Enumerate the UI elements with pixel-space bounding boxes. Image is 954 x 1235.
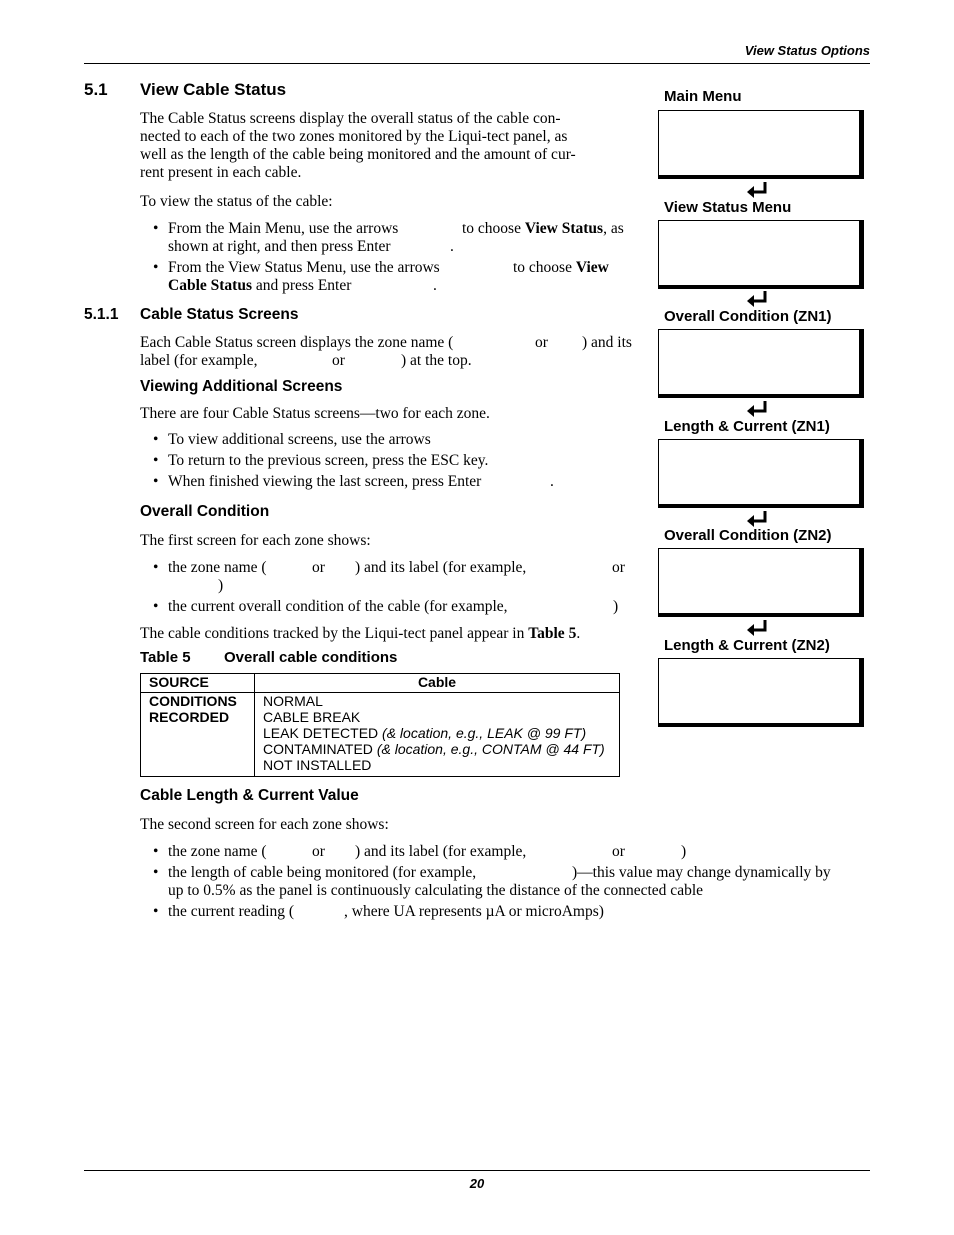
screen-label-overall-zn2: Overall Condition (ZN2) bbox=[664, 527, 832, 544]
intro-line: The Cable Status screens display the overall status of the cable con- bbox=[140, 110, 561, 127]
table-row bbox=[141, 693, 620, 777]
lcd-screen-main-menu bbox=[658, 110, 864, 179]
tracked-paragraph: The cable conditions tracked by the Liqui-tect panel appear in Table 5. bbox=[140, 625, 581, 642]
table-header-row bbox=[141, 674, 620, 693]
list-item-continuation: Cable Status and press Enter bbox=[168, 277, 352, 294]
lcd-screen-length-zn1 bbox=[658, 439, 864, 508]
list-item-continuation: shown at right, and then press Enter bbox=[168, 238, 391, 255]
table-caption-title: Overall cable conditions bbox=[224, 649, 398, 666]
length-paragraph: The second screen for each zone shows: bbox=[140, 816, 389, 833]
screen-label-length-zn1: Length & Current (ZN1) bbox=[664, 418, 830, 435]
intro-line: rent present in each cable. bbox=[140, 164, 302, 181]
list-item-end: . bbox=[450, 238, 454, 255]
additional-paragraph: There are four Cable Status screens—two for each zone. bbox=[140, 405, 490, 422]
lcd-screen-overall-zn2 bbox=[658, 548, 864, 617]
section-number: 5.1 bbox=[84, 80, 108, 99]
intro-line: nected to each of the two zones monitored by the Liqui-tect panel, as bbox=[140, 128, 568, 145]
list-item: • the length of cable being monitored (for example, bbox=[153, 864, 477, 881]
screen-label-overall-zn1: Overall Condition (ZN1) bbox=[664, 308, 832, 325]
running-header: View Status Options bbox=[744, 43, 870, 58]
intro-paragraph bbox=[140, 110, 660, 182]
enter-icon bbox=[746, 619, 768, 637]
screen-label-view-status-menu: View Status Menu bbox=[664, 199, 792, 216]
condition-value: CABLE BREAK bbox=[263, 709, 361, 725]
list-item-end: ) bbox=[613, 598, 619, 615]
lcd-screen-overall-zn1 bbox=[658, 329, 864, 398]
list-item-continuation: to choose View bbox=[513, 259, 609, 276]
footer-rule bbox=[84, 1170, 870, 1171]
list-item-or: or bbox=[612, 843, 625, 860]
list-item-continuation: , where UA represents µA or microAmps) bbox=[344, 903, 604, 920]
row-label: CONDITIONS RECORDED bbox=[141, 693, 255, 777]
screen-label-length-zn2: Length & Current (ZN2) bbox=[664, 637, 830, 654]
conditions-table bbox=[140, 673, 620, 777]
table-header-source: SOURCE bbox=[141, 674, 255, 693]
enter-icon bbox=[746, 290, 768, 308]
screen-label-main-menu: Main Menu bbox=[664, 88, 742, 105]
section-title: View Cable Status bbox=[140, 80, 287, 99]
zone-label-or: or bbox=[332, 352, 345, 369]
list-item: • From the Main Menu, use the arrows bbox=[153, 220, 399, 237]
list-item-or: or bbox=[312, 843, 325, 860]
list-item: • the zone name ( bbox=[153, 843, 267, 860]
heading-overall-condition: Overall Condition bbox=[140, 503, 270, 520]
table-reference: Table 5 bbox=[528, 625, 577, 642]
list-item: • From the View Status Menu, use the arrows bbox=[153, 259, 440, 276]
list-item: • To view additional screens, use the arrows bbox=[153, 431, 431, 448]
list-item: • the current overall condition of the cable (for example, bbox=[153, 598, 508, 615]
lcd-screen-view-status-menu bbox=[658, 220, 864, 289]
list-item-continuation: up to 0.5% as the panel is continuously calculating the distance of the connected cable bbox=[168, 882, 704, 899]
enter-icon bbox=[746, 181, 768, 199]
page-number: 20 bbox=[469, 1176, 485, 1191]
enter-icon bbox=[746, 510, 768, 528]
list-item: • When finished viewing the last screen, press Enter bbox=[153, 473, 482, 490]
subsection-number: 5.1.1 bbox=[84, 306, 119, 323]
list-item-end: . bbox=[550, 473, 554, 490]
list-item-or: or bbox=[312, 559, 325, 576]
condition-list bbox=[255, 693, 620, 777]
list-item-continuation: ) and its label (for example, bbox=[355, 843, 527, 860]
list-item: • the zone name ( bbox=[153, 559, 267, 576]
overall-paragraph: The first screen for each zone shows: bbox=[140, 532, 371, 549]
enter-icon bbox=[746, 400, 768, 418]
list-item: • the current reading ( bbox=[153, 903, 295, 920]
list-item: • To return to the previous screen, press the ESC key. bbox=[153, 452, 489, 469]
list-item-end: ) bbox=[681, 843, 687, 860]
condition-value: LEAK DETECTED (& location, e.g., LEAK @ 99 FT) bbox=[263, 725, 587, 741]
intro-line: well as the length of the cable being monitored and the amount of cur- bbox=[140, 146, 576, 163]
list-item-or: or bbox=[612, 559, 625, 576]
zone-name-text: Each Cable Status screen displays the zone name ( bbox=[140, 334, 454, 351]
subsection-title: Cable Status Screens bbox=[140, 306, 299, 323]
zone-name-text-end: ) and its bbox=[582, 334, 632, 351]
heading-additional-screens: Viewing Additional Screens bbox=[140, 378, 343, 395]
list-item-end: ) bbox=[218, 577, 224, 594]
intro-lead-in: To view the status of the cable: bbox=[140, 193, 333, 210]
heading-cable-length: Cable Length & Current Value bbox=[140, 787, 359, 804]
zone-label-text-end: ) at the top. bbox=[401, 352, 472, 369]
list-item-continuation: ) and its label (for example, bbox=[355, 559, 527, 576]
zone-label-text: label (for example, bbox=[140, 352, 258, 369]
header-rule bbox=[84, 63, 870, 64]
condition-value: NOT INSTALLED bbox=[263, 757, 372, 773]
condition-value: NORMAL bbox=[263, 693, 323, 709]
lcd-screen-length-zn2 bbox=[658, 658, 864, 727]
table-header-cable: Cable bbox=[255, 674, 620, 693]
list-item-continuation: )—this value may change dynamically by bbox=[572, 864, 831, 881]
table-caption-number: Table 5 bbox=[140, 649, 191, 666]
zone-name-or: or bbox=[535, 334, 548, 351]
list-item-end: . bbox=[433, 277, 437, 294]
list-item-continuation: to choose View Status, as bbox=[462, 220, 624, 237]
condition-value: CONTAMINATED (& location, e.g., CONTAM @ 44 FT) bbox=[263, 741, 605, 757]
